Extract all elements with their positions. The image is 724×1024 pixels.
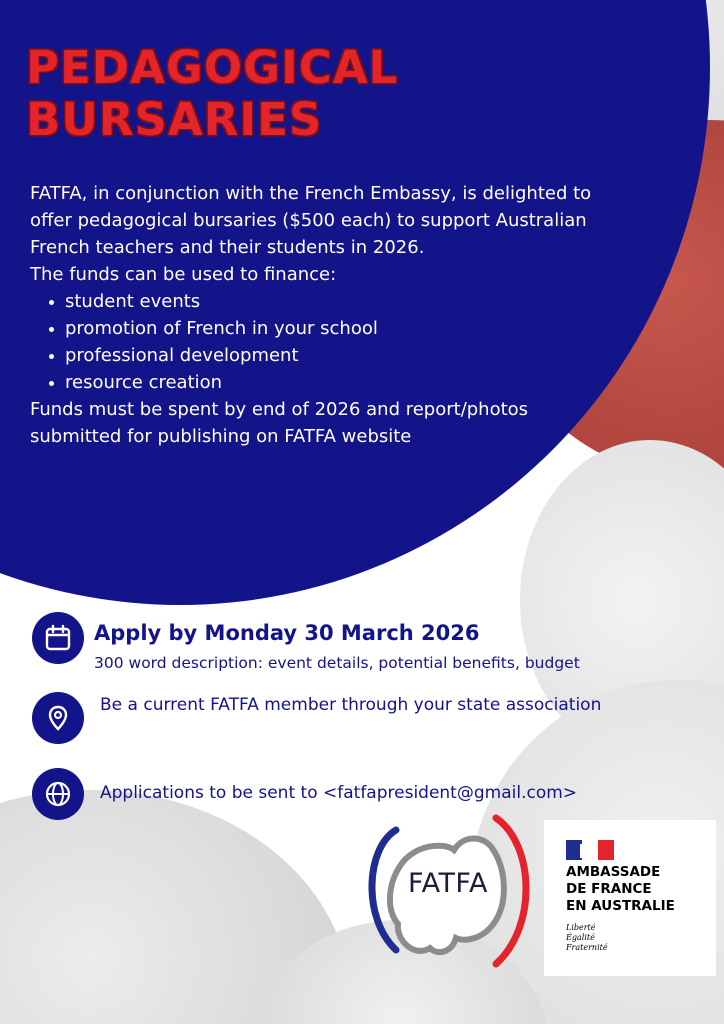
location-pin-icon (32, 692, 84, 744)
applications-email-text: Applications to be sent to <fatfapresident@gmail.com> (100, 783, 578, 803)
membership-requirement-text: Be a current FATFA member through your state association (100, 695, 602, 715)
motto-liberte: Liberté (566, 923, 596, 932)
motto-egalite: Égalité (566, 933, 595, 942)
intro-text (30, 180, 620, 450)
motto-fraternite: Fraternité (566, 943, 608, 952)
list-item: student events (48, 288, 620, 315)
list-item: professional development (48, 342, 620, 369)
marianne-flag-icon (566, 840, 614, 860)
list-item: resource creation (48, 369, 620, 396)
page-title (26, 42, 398, 146)
calendar-icon (32, 612, 84, 664)
embassy-logo (544, 820, 716, 976)
intro-paragraph-1: FATFA, in conjunction with the French Embassy, is delighted to offer pedagogical bursaries ($500 each) to support Australian French teachers and their students in 2026. (30, 183, 592, 258)
funding-uses-list (30, 288, 620, 396)
embassy-name-line-3: EN AUSTRALIE (566, 898, 675, 914)
intro-paragraph-3: Funds must be spent by end of 2026 and report/photos submitted for publishing on FATFA website (30, 399, 529, 447)
globe-icon (32, 768, 84, 820)
apply-requirements-text: 300 word description: event details, potential benefits, budget (94, 654, 580, 672)
apply-deadline-heading: Apply by Monday 30 March 2026 (94, 621, 480, 645)
title-line-2: BURSARIES (26, 93, 323, 146)
intro-paragraph-2: The funds can be used to finance: (30, 264, 337, 285)
title-line-1: PEDAGOGICAL (26, 41, 399, 94)
embassy-name-line-2: DE FRANCE (566, 881, 652, 897)
embassy-name-line-1: AMBASSADE (566, 864, 661, 880)
fatfa-logo-text: FATFA (408, 868, 488, 899)
list-item: promotion of French in your school (48, 315, 620, 342)
